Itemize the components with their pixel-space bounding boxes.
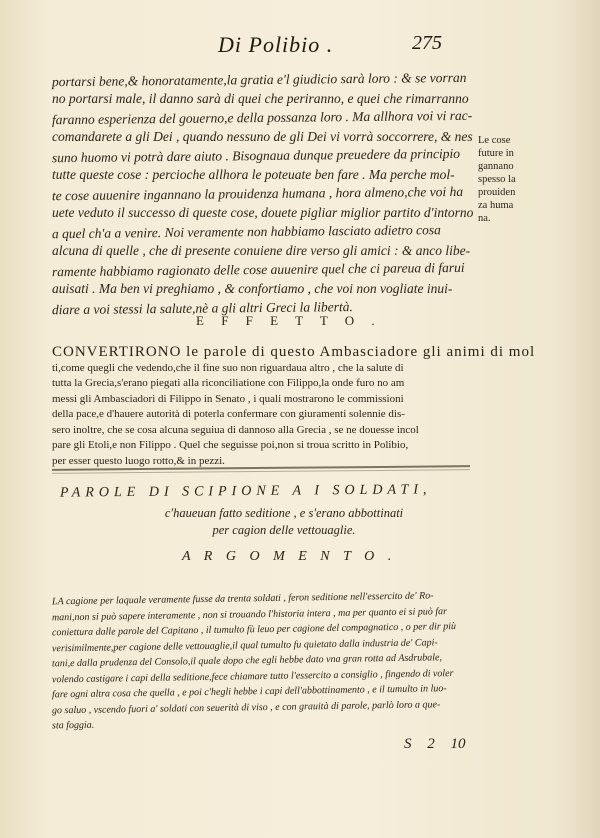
text-line: te cose auuenire ingannano la prouidenza humana , hora almeno,che voi ha (51, 183, 464, 204)
text-line: volendo castigare i capi della seditione,fece chiamare tutto l'essercito a consiglio , fingendo di voler (51, 667, 454, 685)
text-line: ramente habbiamo ragionato delle cose auuenire quel che ci pareua di farui (51, 259, 465, 280)
text-line: verisimilmente,per cagione delle vettouaglie,il qual tumulto fu quietato dalla industria de' Capi- (51, 636, 438, 654)
text-line: della pace,e d'hauere autorità di poterla confermare con giuramenti solennie dis- (52, 408, 405, 420)
page-header (0, 30, 600, 62)
section-heading-effetto: E F F E T T O . (196, 313, 382, 328)
argomento-paragraph (52, 591, 482, 731)
margin-note-line: za huma (478, 200, 514, 211)
page-number: 275 (412, 32, 442, 54)
text-line: LA cagione per laquale veramente fusse da trenta soldati , feron seditione nell'essercito de' Ro- (51, 590, 434, 608)
margin-note-line: Le cose (478, 135, 511, 146)
page-gutter-shade (560, 0, 600, 838)
text-line: no portarsi male, il danno sarà di quei che periranno, e quei che rimarranno (52, 91, 469, 106)
text-line: tani,e dalla prudenza del Consolo,il quale dopo che egli hebbe dato vna gran rotta ad Asdrubale, (51, 652, 443, 670)
text-line: comandarete a gli Dei , quando nessuno de gli Dei vi vorrà soccorrere, & nes (52, 129, 473, 144)
text-line: alcuna di quelle , che di presente conuiene dire verso gli amici : & anco libe- (52, 243, 471, 258)
speech-paragraph (52, 70, 474, 317)
text-line: ti,come quegli che vedendo,che il fine suo non riguardaua altro , che la salute di (52, 361, 404, 374)
margin-note-line: gannano (478, 161, 514, 172)
subtitle-line: c'haueuan fatto seditione , e s'erano abbottinati (164, 506, 404, 520)
section-heading-argomento: A R G O M E N T O . (182, 549, 397, 564)
text-line: coniettura dalle parole del Capitano , il tumulto fù leuo per cagione del compagnatico , o per dir più (51, 621, 457, 639)
margin-note-line: future in (478, 148, 514, 159)
text-line: pare gli Etoli,e non Filippo . Quel che seguisse poi,non si troua scritto in Polibio, (52, 439, 409, 451)
text-line: fare ogni altra cosa che quella , e poi c'hegli hebbe i capi dell'abbottinamento , e il tumulto in luo- (51, 683, 447, 701)
text-line: mani,non si può sapere interamente , non si trouando l'historia intera , ma per quanto ei si può far (51, 605, 448, 623)
text-line: a quel ch'a a venire. Noi veramente non habbiamo lasciato adietro cosa (51, 222, 441, 242)
text-line: go saluo , vscendo fuori a' soldati con seuerità di viso , e con grauità di parole, parlò loro a que- (51, 698, 441, 716)
margin-note (478, 134, 552, 225)
speech-title: PAROLE DI SCIPIONE A I SOLDATI, (59, 482, 432, 501)
signature-mark: S 2 10 (404, 736, 466, 752)
margin-note-line: na. (478, 213, 491, 224)
text-line: per esser questo luogo rotto,& in pezzi. (52, 454, 225, 467)
running-head: Di Polibio . (218, 32, 334, 57)
effetto-paragraph (52, 344, 536, 469)
text-line: sero inoltre, che se cosa alcuna seguiua di dannoso alla Grecia , se ne douesse incol (52, 423, 419, 436)
text-line: tutta la Grecia,s'erano piegati alla riconciliatione con Filippo,la onde furo no am (52, 377, 405, 389)
margin-note-line: spesso la (478, 174, 516, 185)
text-line: sta foggia. (51, 719, 95, 732)
text-line: portarsi bene,& honoratamente,la gratia e'l giudicio sarà loro : & se vorran (51, 69, 467, 90)
text-line: suno huomo vi potrà dare aiuto . Bisognaua dunque preuedere da principio (51, 145, 461, 166)
text-line: uete veduto il successo di queste cose, douete pigliar miglior partito d'intorno (52, 205, 474, 220)
text-line: faranno esperienza del gouerno,e della possanza loro . Ma allhora voi vi rac- (51, 107, 473, 128)
text-line: CONVERTIRONO le parole di questo Ambasciadore gli animi di mol (52, 344, 536, 360)
text-line: messi gli Ambasciadori di Filippo in Senato , i quali mostrarono le commissioni (52, 392, 404, 405)
text-line: auisati . Ma ben vi preghiamo , & confortiamo , che voi non vogliate inui- (52, 281, 453, 296)
margin-note-line: prouiden (478, 187, 516, 198)
speech-subtitle (134, 505, 434, 539)
subtitle-line: per cagion delle vettouaglie. (212, 523, 356, 537)
text-line: tutte queste cose : percioche allhora le poteuate ben fare . Ma perche mol- (52, 167, 455, 182)
text-line: diare a voi stessi la salute,nè a gli altri Greci la libertà. (51, 299, 353, 318)
